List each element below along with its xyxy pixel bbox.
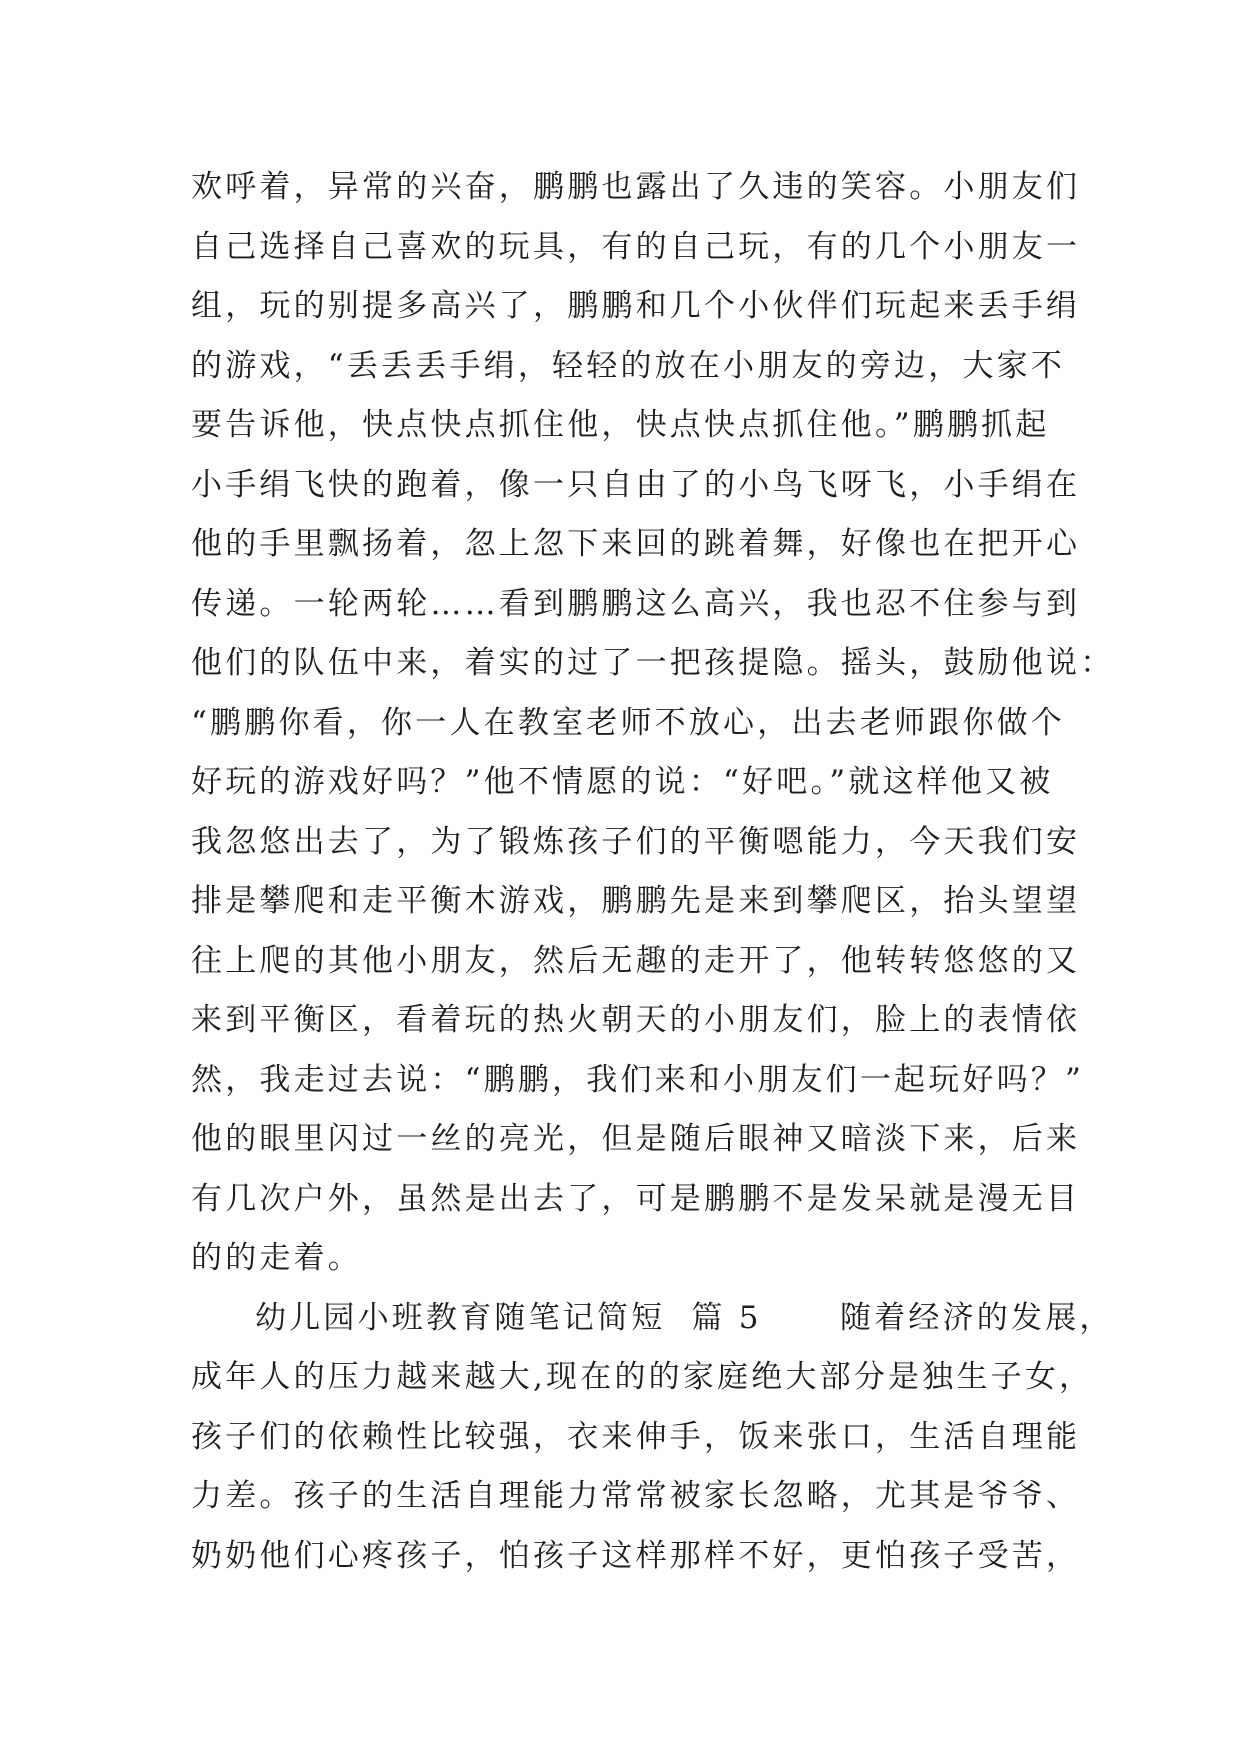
text-line: 传递。一轮两轮……看到鹏鹏这么高兴，我也忍不住参与到	[191, 585, 1081, 622]
text-line: 要告诉他，快点快点抓住他，快点快点抓住他。”鹏鹏抓起	[191, 407, 1050, 443]
text-line: 奶奶他们心疼孩子，怕孩子这样那样不好，更怕孩子受苦，	[191, 1537, 1081, 1574]
text-line: 来到平衡区，看着玩的热火朝天的小朋友们，脸上的表情依	[191, 1002, 1081, 1038]
text-line: 欢呼着，异常的兴奋，鹏鹏也露出了久违的笑容。小朋友们	[191, 169, 1081, 205]
text-line: 有几次户外，虽然是出去了，可是鹏鹏不是发呆就是漫无目	[191, 1180, 1081, 1217]
text-line: 他的眼里闪过一丝的亮光，但是随后眼神又暗淡下来，后来	[191, 1121, 1081, 1157]
text-line: 组，玩的别提多高兴了，鹏鹏和几个小伙伴们玩起来丢手绢	[191, 288, 1081, 324]
text-line: 他的手里飘扬着，忽上忽下来回的跳着舞，好像也在把开心	[191, 526, 1081, 562]
text-line: 自己选择自己喜欢的玩具，有的自己玩，有的几个小朋友一	[191, 228, 1081, 265]
section-heading-line: 幼儿园小班教育随笔记简短 篇 5 随着经济的发展，	[255, 1299, 1114, 1336]
text-line: 小手绢飞快的跑着，像一只自由了的小鸟飞呀飞，小手绢在	[191, 466, 1081, 503]
text-line: 力差。孩子的生活自理能力常常被家长忽略，尤其是爷爷、	[191, 1478, 1081, 1514]
text-line: “鹏鹏你看，你一人在教室老师不放心，出去老师跟你做个	[191, 704, 1066, 741]
paragraph-two	[191, 1289, 1114, 1587]
text-line: 我忽悠出去了，为了锻炼孩子们的平衡嗯能力，今天我们安	[191, 823, 1081, 860]
text-line: 好玩的游戏好吗？”他不情愿的说：“好吧。”就这样他又被	[191, 764, 1054, 800]
document-body	[191, 158, 1115, 1586]
text-line: 的游戏，“丢丢丢手绢，轻轻的放在小朋友的旁边，大家不	[191, 347, 1066, 384]
paragraph-one	[191, 158, 1115, 1289]
text-line: 成年人的压力越来越大,现在的的家庭绝大部分是独生子女，	[191, 1359, 1094, 1395]
text-line: 往上爬的其他小朋友，然后无趣的走开了，他转转悠悠的又	[191, 942, 1081, 979]
text-line: 的的走着。	[191, 1240, 362, 1276]
text-line: 他们的队伍中来，着实的过了一把孩提隐。摇头，鼓励他说：	[191, 645, 1115, 681]
text-line: 然，我走过去说：“鹏鹏，我们来和小朋友们一起玩好吗？”	[191, 1061, 1085, 1098]
text-line: 排是攀爬和走平衡木游戏，鹏鹏先是来到攀爬区，抬头望望	[191, 883, 1081, 919]
text-line: 孩子们的依赖性比较强，衣来伸手，饭来张口，生活自理能	[191, 1418, 1081, 1455]
